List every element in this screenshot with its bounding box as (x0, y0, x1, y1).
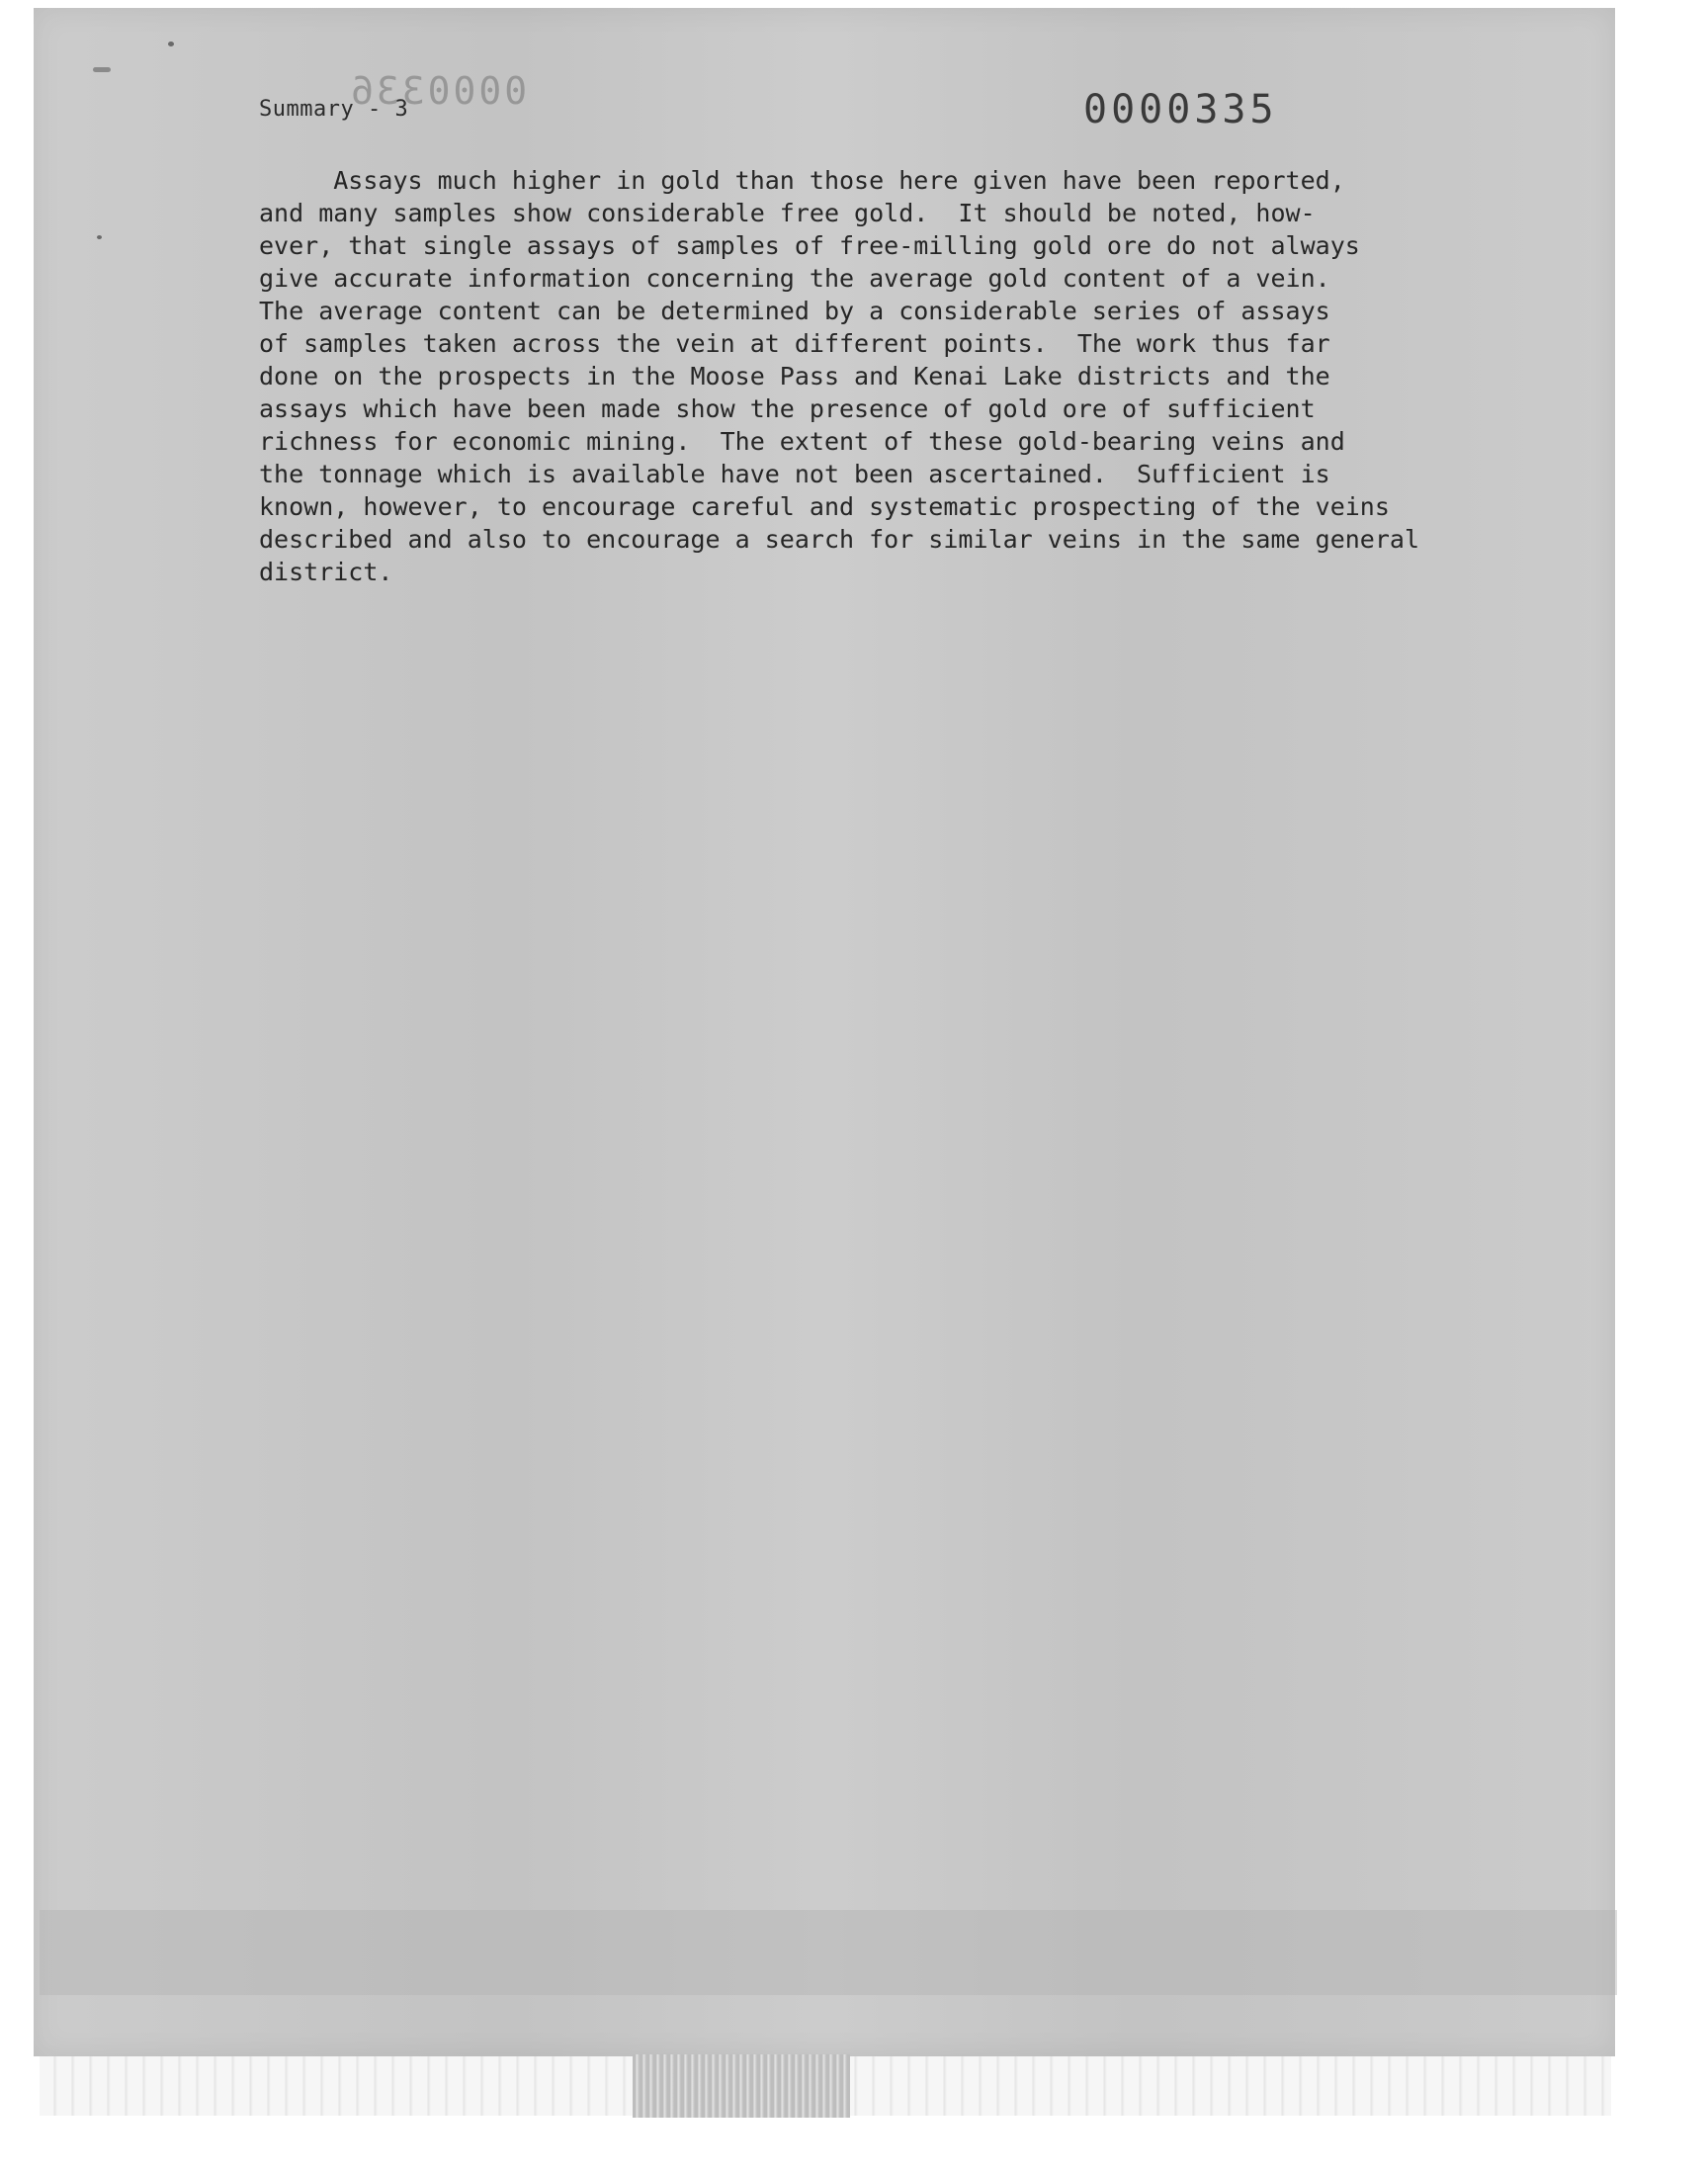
dust-speck (93, 67, 111, 72)
text-line: richness for economic mining. The extent of these gold-bearing veins and (259, 427, 1345, 456)
text-line: done on the prospects in the Moose Pass and Kenai Lake districts and the (259, 362, 1330, 391)
text-line: known, however, to encourage careful and systematic prospecting of the veins (259, 492, 1390, 521)
text-line: Assays much higher in gold than those here given have been reported, (259, 166, 1345, 195)
summary-paragraph (259, 164, 1583, 588)
text-line: district. (259, 558, 393, 586)
scan-stripe (40, 1910, 1617, 1995)
text-line: ever, that single assays of samples of free-milling gold ore do not always (259, 231, 1360, 260)
text-line: described and also to encourage a search for similar veins in the same general (259, 525, 1419, 554)
bleed-through-page-number: 0000336 (348, 69, 528, 113)
text-line: of samples taken across the vein at different points. The work thus far (259, 329, 1330, 358)
dust-speck (168, 42, 174, 46)
text-line: the tonnage which is available have not been ascertained. Sufficient is (259, 460, 1330, 488)
dust-speck (97, 235, 102, 239)
page-number: 0000335 (1083, 87, 1278, 132)
text-line: assays which have been made show the presence of gold ore of sufficient (259, 394, 1316, 423)
page-header-label: Summary - 3 (259, 97, 409, 122)
text-line: and many samples show considerable free gold. It should be noted, how- (259, 199, 1316, 227)
text-line: give accurate information concerning the average gold content of a vein. (259, 264, 1330, 293)
text-line: The average content can be determined by a considerable series of assays (259, 297, 1330, 325)
scan-edge-noise (633, 2054, 850, 2118)
